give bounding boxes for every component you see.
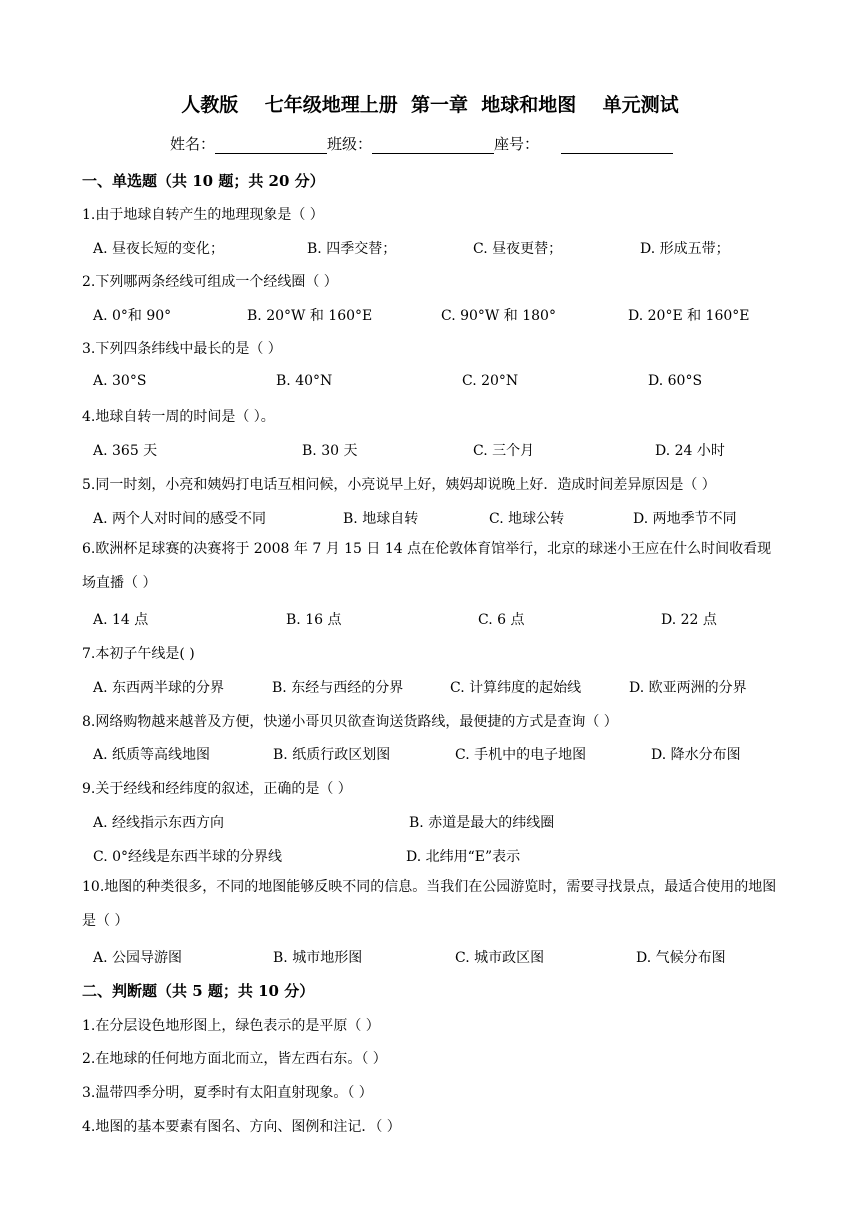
q1-option-b: B. 四季交替； [307,241,397,257]
question-2: 2.下列哪两条经线可组成一个经线圈（ ） [82,274,338,290]
q9-option-c: C. 0°经线是东西半球的分界线 [93,849,283,865]
q2-option-c: C. 90°W 和 180° [441,308,556,324]
q10-option-a: A. 公园导游图 [93,950,183,966]
page-title: 人教版 七年级地理上册 第一章 地球和地图 单元测试 [181,94,679,116]
q8-option-a: A. 纸质等高线地图 [93,747,211,763]
question-9: 9.关于经线和经纬度的叙述，正确的是（ ） [82,781,352,797]
tf-question-3: 3.温带四季分明，夏季时有太阳直射现象。（ ） [82,1085,373,1101]
q4-option-d: D. 24 小时 [655,443,725,459]
class-blank[interactable] [372,137,494,154]
section-heading-single-choice: 一、单选题（共 10 题；共 20 分） [82,172,325,190]
q7-option-b: B. 东经与西经的分界 [272,680,404,696]
name-label: 姓名： [170,135,216,153]
question-8: 8.网络购物越来越普及方便，快递小哥贝贝欲查询送货路线，最便捷的方式是查询（ ） [82,714,618,730]
seat-blank[interactable] [561,137,673,154]
q9-option-b: B. 赤道是最大的纬线圈 [409,815,555,831]
q4-option-c: C. 三个月 [473,443,535,459]
q9-option-a: A. 经线指示东西方向 [93,815,225,831]
q8-option-c: C. 手机中的电子地图 [455,747,587,763]
question-6: 6.欧洲杯足球赛的决赛将于 2008 年 7 月 15 日 14 点在伦敦体育馆举行，北京的球迷小王应在什么时间收看现场直播（ ） [82,541,772,591]
q3-option-d: D. 60°S [648,373,703,389]
q1-option-d: D. 形成五带； [640,241,730,257]
seat-label: 座号： [494,135,540,153]
q1-option-c: C. 昼夜更替； [473,241,563,257]
student-info-line [170,133,673,154]
q2-option-d: D. 20°E 和 160°E [628,308,750,324]
q6-option-b: B. 16 点 [286,612,342,628]
q7-option-c: C. 计算纬度的起始线 [450,680,582,696]
class-label: 班级： [327,135,373,153]
q6-option-d: D. 22 点 [661,612,717,628]
tf-question-2: 2.在地球的任何地方面北而立，皆左西右东。（ ） [82,1051,387,1067]
question-1: 1.由于地球自转产生的地理现象是（ ） [82,207,324,223]
q9-option-d: D. 北纬用“E”表示 [406,849,521,865]
q3-option-a: A. 30°S [93,373,147,389]
q8-option-b: B. 纸质行政区划图 [273,747,391,763]
question-3: 3.下列四条纬线中最长的是（ ） [82,341,282,357]
q2-option-b: B. 20°W 和 160°E [247,308,373,324]
q5-option-d: D. 两地季节不同 [633,511,737,527]
question-5: 5.同一时刻，小亮和姨妈打电话互相问候，小亮说早上好，姨妈却说晚上好．造成时间差异原因是（ ） [82,477,716,493]
q8-option-d: D. 降水分布图 [651,747,741,763]
q4-option-a: A. 365 天 [93,443,158,459]
tf-question-1: 1.在分层设色地形图上，绿色表示的是平原（ ） [82,1018,380,1034]
q7-option-d: D. 欧亚两洲的分界 [629,680,747,696]
tf-question-4: 4.地图的基本要素有图名、方向、图例和注记．（ ） [82,1119,401,1135]
q10-option-c: C. 城市政区图 [455,950,545,966]
q2-option-a: A. 0°和 90° [93,308,172,324]
q6-option-a: A. 14 点 [93,612,149,628]
question-7: 7.本初子午线是( ) [82,646,195,662]
q4-option-b: B. 30 天 [302,443,358,459]
q5-option-b: B. 地球自转 [343,511,419,527]
section-heading-true-false: 二、判断题（共 5 题；共 10 分） [82,982,315,1000]
q3-option-b: B. 40°N [276,373,333,389]
q5-option-c: C. 地球公转 [489,511,565,527]
q10-option-b: B. 城市地形图 [273,950,363,966]
name-blank[interactable] [215,137,327,154]
q7-option-a: A. 东西两半球的分界 [93,680,225,696]
q3-option-c: C. 20°N [462,373,519,389]
question-4: 4.地球自转一周的时间是（ ）。 [82,409,275,425]
q10-option-d: D. 气候分布图 [636,950,726,966]
q5-option-a: A. 两个人对时间的感受不同 [93,511,267,527]
question-10: 10.地图的种类很多，不同的地图能够反映不同的信息。当我们在公园游览时，需要寻找景点，最适合使用的地图是（ ） [82,879,777,929]
q1-option-a: A. 昼夜长短的变化； [93,241,225,257]
q6-option-c: C. 6 点 [478,612,525,628]
